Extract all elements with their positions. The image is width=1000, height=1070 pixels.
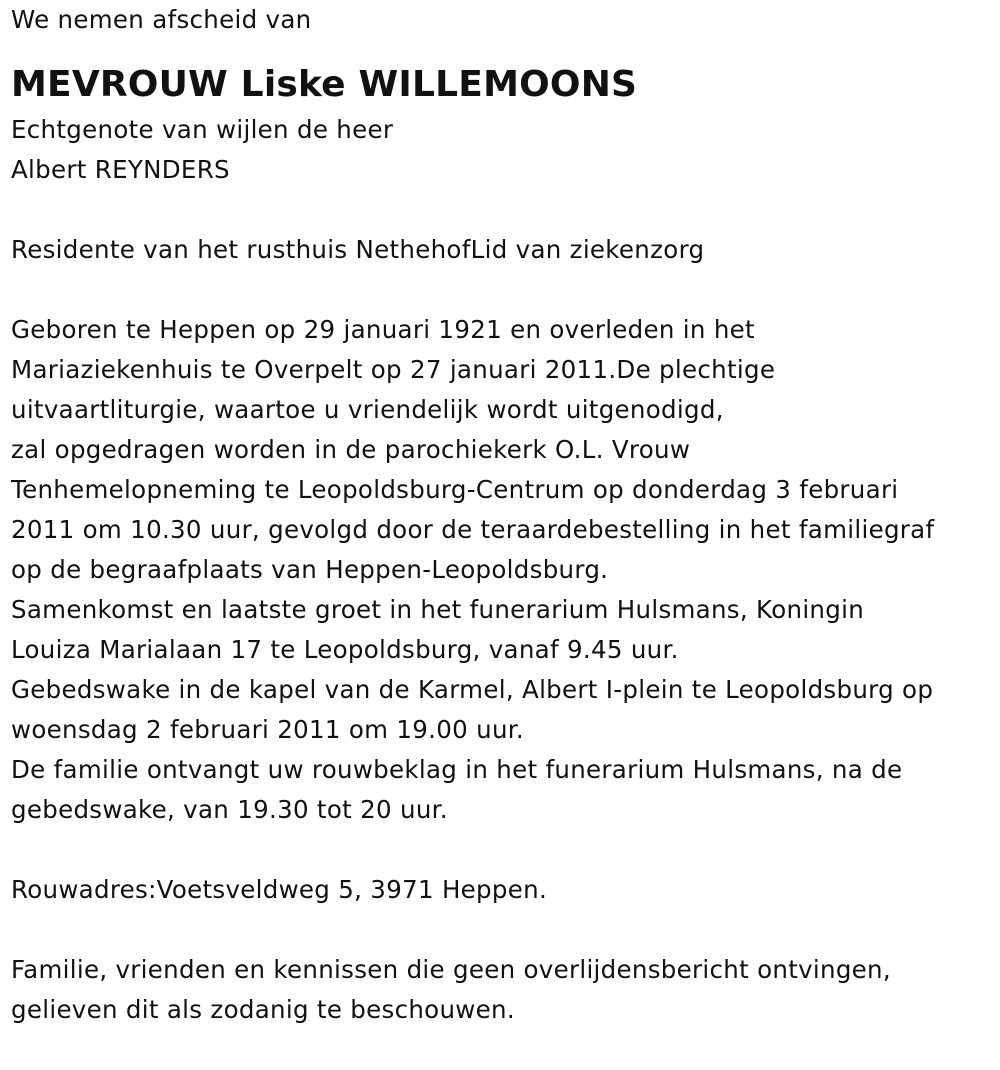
spacer [11, 190, 996, 230]
obituary-notice [11, 0, 996, 1030]
intro-text: We nemen afscheid van [11, 5, 312, 34]
mourning-address: Rouwadres:Voetsveldweg 5, 3971 Heppen. [11, 875, 548, 904]
spouse-line-2: Albert REYNDERS [11, 155, 230, 184]
details-line: op de begraafplaats van Heppen-Leopoldsburg. [11, 555, 609, 584]
details-line: Geboren te Heppen op 29 januari 1921 en overleden in het [11, 315, 755, 344]
details-line: De familie ontvangt uw rouwbeklag in het funerarium Hulsmans, na de [11, 755, 903, 784]
details-line: uitvaartliturgie, waartoe u vriendelijk wordt uitgenodigd, [11, 395, 724, 424]
details-line: Tenhemelopneming te Leopoldsburg-Centrum op donderdag 3 februari [11, 475, 899, 504]
details-line: Samenkomst en laatste groet in het funerarium Hulsmans, Koningin [11, 595, 865, 624]
residence-text: Residente van het rusthuis NethehofLid van ziekenzorg [11, 235, 705, 264]
details-paragraph [11, 310, 996, 830]
spacer [11, 270, 996, 310]
deceased-name: MEVROUW Liske WILLEMOONS [11, 64, 638, 105]
details-line: Louiza Marialaan 17 te Leopoldsburg, vanaf 9.45 uur. [11, 635, 679, 664]
closing-line: Familie, vrienden en kennissen die geen overlijdensbericht ontvingen, [11, 955, 891, 984]
spacer [11, 830, 996, 870]
details-line: Mariaziekenhuis te Overpelt op 27 januari 2011.De plechtige [11, 355, 776, 384]
details-line: gebedswake, van 19.30 tot 20 uur. [11, 795, 448, 824]
spouse-line-1: Echtgenote van wijlen de heer [11, 115, 394, 144]
closing-paragraph [11, 950, 996, 1030]
details-line: 2011 om 10.30 uur, gevolgd door de teraardebestelling in het familiegraf [11, 515, 935, 544]
spacer [11, 910, 996, 950]
details-line: woensdag 2 februari 2011 om 19.00 uur. [11, 715, 524, 744]
details-line: Gebedswake in de kapel van de Karmel, Albert I-plein te Leopoldsburg op [11, 675, 934, 704]
details-line: zal opgedragen worden in de parochiekerk O.L. Vrouw [11, 435, 691, 464]
closing-line: gelieven dit als zodanig te beschouwen. [11, 995, 515, 1024]
